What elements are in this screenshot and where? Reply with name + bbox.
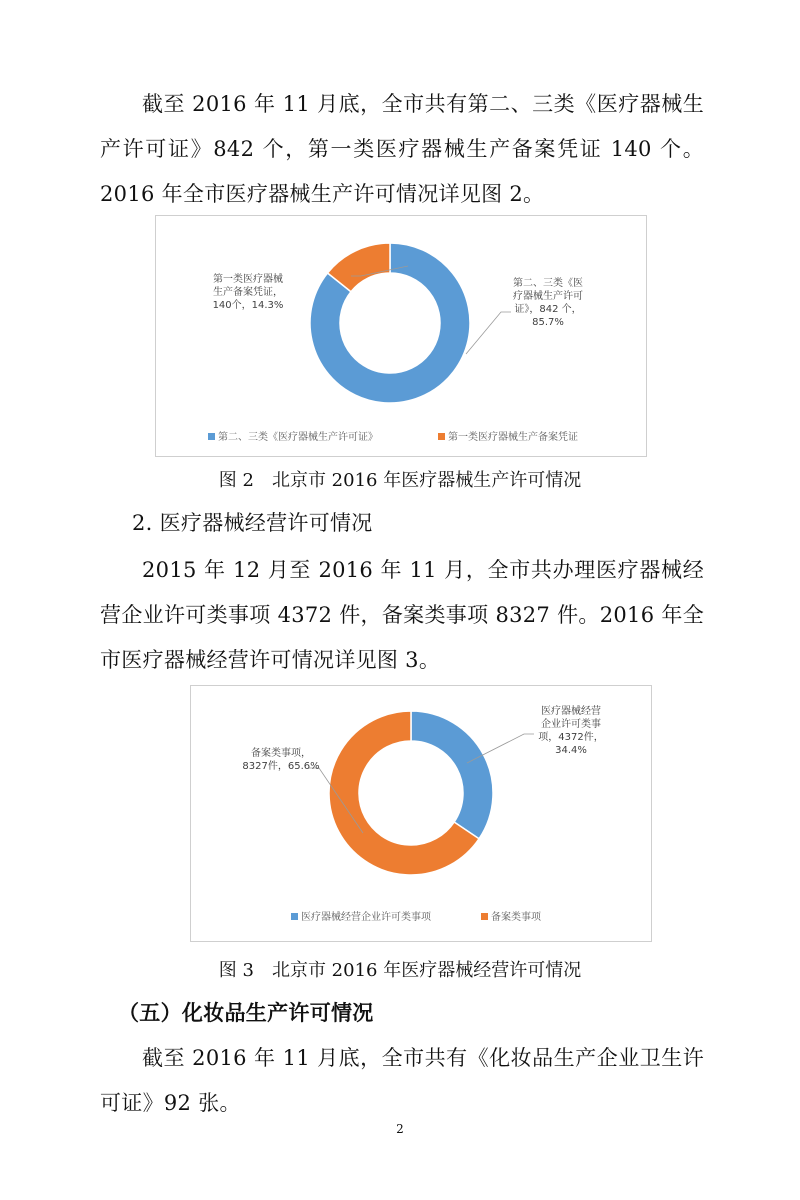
section-heading-5: （五）化妆品生产许可情况 [118, 1000, 374, 1025]
legend-label-2: 备案类事项 [491, 912, 541, 923]
legend-swatch-1 [291, 913, 298, 920]
chart-3-container [190, 685, 652, 942]
paragraph-1: 截至 2016 年 11 月底，全市共有第二、三类《医疗器械生产许可证》842 个，第一类医疗器械生产备案凭证 140 个。2016 年全市医疗器械生产许可情况详见图 2。 [100, 92, 704, 206]
data-label-2: 第一类医疗器械生产备案凭证， 140个，14.3% [212, 274, 284, 311]
legend-swatch-2 [438, 433, 445, 440]
data-label-1: 第二、三类《医疗器械生产许可证》，842 个， 85.7% [513, 278, 583, 328]
chart-2 [156, 216, 646, 456]
legend-swatch-1 [208, 433, 215, 440]
figure-2-caption: 图 2 北京市 2016 年医疗器械生产许可情况 [218, 470, 582, 491]
figure-3-caption: 图 3 北京市 2016 年医疗器械经营许可情况 [218, 960, 582, 981]
legend-label-1: 医疗器械经营企业许可类事项 [301, 912, 431, 923]
legend-label-1: 第二、三类《医疗器械生产许可证》 [218, 432, 378, 443]
section-heading-2: 2. 医疗器械经营许可情况 [132, 511, 373, 535]
chart-3 [191, 686, 651, 941]
data-label-2: 备案类事项， 8327件，65.6% [242, 748, 320, 772]
chart-2-container [155, 215, 647, 457]
paragraph-5: 截至 2016 年 11 月底，全市共有《化妆品生产企业卫生许可证》92 张。 [100, 1046, 704, 1115]
donut-slice-1 [411, 711, 493, 839]
data-label-1: 医疗器械经营企业许可类事项，4372件， 34.4% [538, 706, 604, 756]
legend-label-2: 第一类医疗器械生产备案凭证 [448, 432, 578, 443]
leader-line-1 [466, 312, 511, 354]
paragraph-3: 2015 年 12 月至 2016 年 11 月，全市共办理医疗器械经营企业许可类事项 4372 件，备案类事项 8327 件。2016 年全市医疗器械经营许可情况详见图 3。 [100, 558, 704, 672]
legend-swatch-2 [481, 913, 488, 920]
page-number: 2 [396, 1122, 404, 1136]
